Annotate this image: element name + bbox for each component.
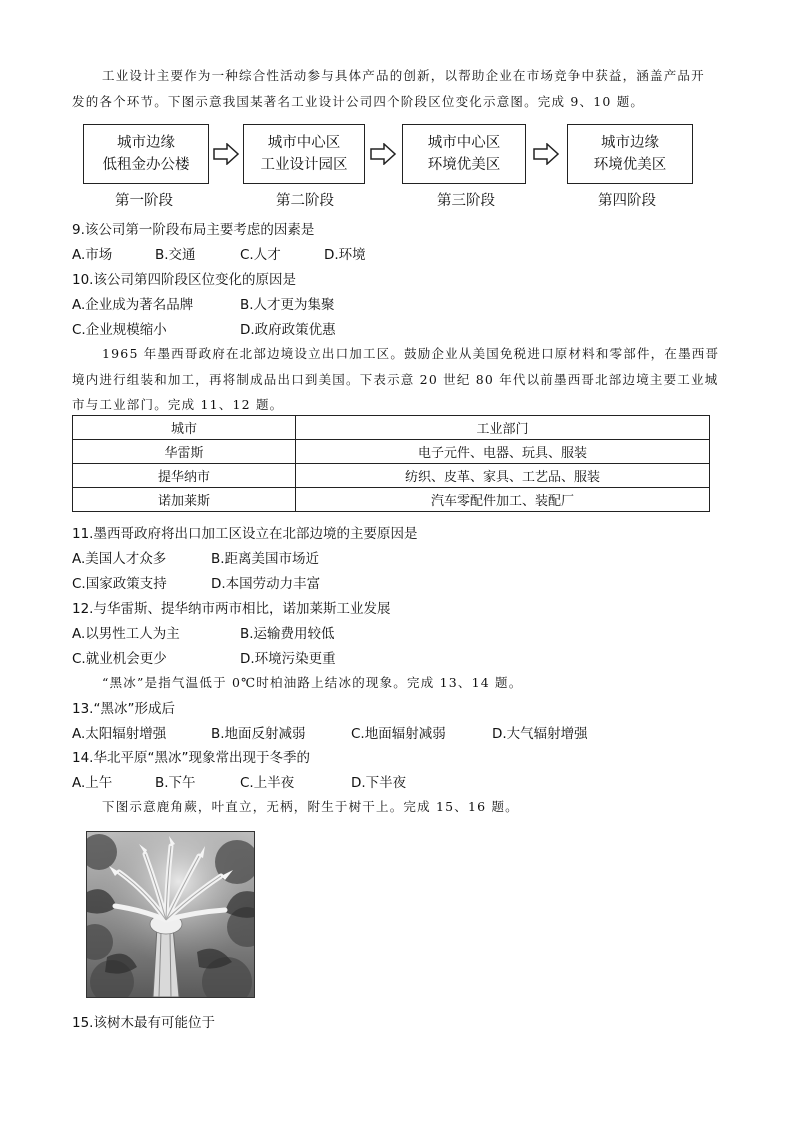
question-stem: 13.“黑冰”形成后 [72, 701, 175, 717]
table-row [73, 488, 710, 512]
answer-option[interactable]: D.环境污染更重 [240, 651, 336, 667]
table-row [73, 440, 710, 464]
table-cell: 纺织、皮革、家具、工艺品、服装 [296, 464, 710, 488]
answer-option[interactable]: B.距离美国市场近 [211, 551, 320, 567]
table-cell: 华雷斯 [73, 440, 296, 464]
stage-box-line: 城市边缘 [117, 135, 175, 151]
table-row [73, 464, 710, 488]
answer-option[interactable]: D.环境 [324, 247, 366, 263]
answer-option[interactable]: D.本国劳动力丰富 [211, 576, 321, 592]
table-header-cell: 工业部门 [296, 416, 710, 440]
answer-option[interactable]: C.上半夜 [240, 775, 295, 791]
stage-box-1 [83, 124, 209, 184]
answer-option[interactable]: B.运输费用较低 [240, 626, 335, 642]
answer-option[interactable]: A.以男性工人为主 [72, 626, 180, 642]
answer-option[interactable]: A.市场 [72, 247, 113, 263]
stage-box-line: 环境优美区 [427, 157, 501, 173]
table-cell: 诺加莱斯 [73, 488, 296, 512]
stage-label: 第一阶段 [115, 193, 173, 209]
stage-box-line: 工业设计园区 [260, 157, 348, 173]
intro-paragraph-line: 1965 年墨西哥政府在北部边境设立出口加工区。鼓励企业从美国免税进口原材料和零部件，在墨西哥 [102, 346, 720, 361]
stage-box-3 [402, 124, 526, 184]
intro-paragraph-line: “黑冰”是指气温低于 0℃时柏油路上结冰的现象。完成 13、14 题。 [102, 675, 523, 690]
question-stem: 12.与华雷斯、提华纳市两市相比，诺加莱斯工业发展 [72, 601, 391, 617]
table-header-cell: 城市 [73, 416, 296, 440]
staghorn-fern-photo [86, 831, 255, 998]
stage-box-line: 城市中心区 [267, 135, 341, 151]
fern-illustration [87, 832, 254, 997]
answer-option[interactable]: C.地面辐射减弱 [351, 726, 446, 742]
table-cell: 提华纳市 [73, 464, 296, 488]
answer-option[interactable]: B.交通 [155, 247, 196, 263]
answer-option[interactable]: A.上午 [72, 775, 113, 791]
answer-option[interactable]: B.下午 [155, 775, 196, 791]
intro-paragraph-line: 市与工业部门。完成 11、12 题。 [72, 397, 284, 412]
question-stem: 10.该公司第四阶段区位变化的原因是 [72, 272, 296, 288]
city-industry-table [72, 415, 710, 512]
question-stem: 9.该公司第一阶段布局主要考虑的因素是 [72, 222, 315, 238]
answer-option[interactable]: C.企业规模缩小 [72, 322, 167, 338]
intro-paragraph-line: 工业设计主要作为一种综合性活动参与具体产品的创新，以帮助企业在市场竞争中获益，涵盖产品开 [102, 68, 705, 83]
stage-label: 第二阶段 [276, 193, 334, 209]
answer-option[interactable]: D.大气辐射增强 [492, 726, 588, 742]
answer-option[interactable]: D.下半夜 [351, 775, 407, 791]
answer-option[interactable]: A.太阳辐射增强 [72, 726, 167, 742]
intro-paragraph-line: 下图示意鹿角蕨，叶直立，无柄，附生于树干上。完成 15、16 题。 [102, 799, 519, 814]
right-arrow-icon [213, 143, 239, 165]
stage-box-line: 城市中心区 [427, 135, 501, 151]
answer-option[interactable]: C.国家政策支持 [72, 576, 167, 592]
stage-box-4 [567, 124, 693, 184]
table-cell: 汽车零配件加工、装配厂 [296, 488, 710, 512]
question-stem: 15.该树木最有可能位于 [72, 1015, 215, 1031]
answer-option[interactable]: C.就业机会更少 [72, 651, 167, 667]
answer-option[interactable]: B.人才更为集聚 [240, 297, 335, 313]
table-header-row [73, 416, 710, 440]
stage-box-2 [243, 124, 365, 184]
stage-box-line: 环境优美区 [593, 157, 667, 173]
stage-label: 第四阶段 [598, 193, 656, 209]
answer-option[interactable]: C.人才 [240, 247, 281, 263]
answer-option[interactable]: B.地面反射减弱 [211, 726, 306, 742]
stage-label: 第三阶段 [437, 193, 495, 209]
answer-option[interactable]: D.政府政策优惠 [240, 322, 336, 338]
question-stem: 14.华北平原“黑冰”现象常出现于冬季的 [72, 750, 310, 766]
intro-paragraph-line: 发的各个环节。下图示意我国某著名工业设计公司四个阶段区位变化示意图。完成 9、10 题。 [72, 94, 645, 109]
table-cell: 电子元件、电器、玩具、服装 [296, 440, 710, 464]
stage-box-line: 城市边缘 [601, 135, 659, 151]
stage-box-line: 低租金办公楼 [102, 157, 190, 173]
answer-option[interactable]: A.美国人才众多 [72, 551, 167, 567]
right-arrow-icon [533, 143, 559, 165]
answer-option[interactable]: A.企业成为著名品牌 [72, 297, 194, 313]
question-stem: 11.墨西哥政府将出口加工区设立在北部边境的主要原因是 [72, 526, 418, 542]
intro-paragraph-line: 境内进行组装和加工，再将制成品出口到美国。下表示意 20 世纪 80 年代以前墨西哥北部边境主要工业城 [72, 372, 719, 387]
right-arrow-icon [370, 143, 396, 165]
